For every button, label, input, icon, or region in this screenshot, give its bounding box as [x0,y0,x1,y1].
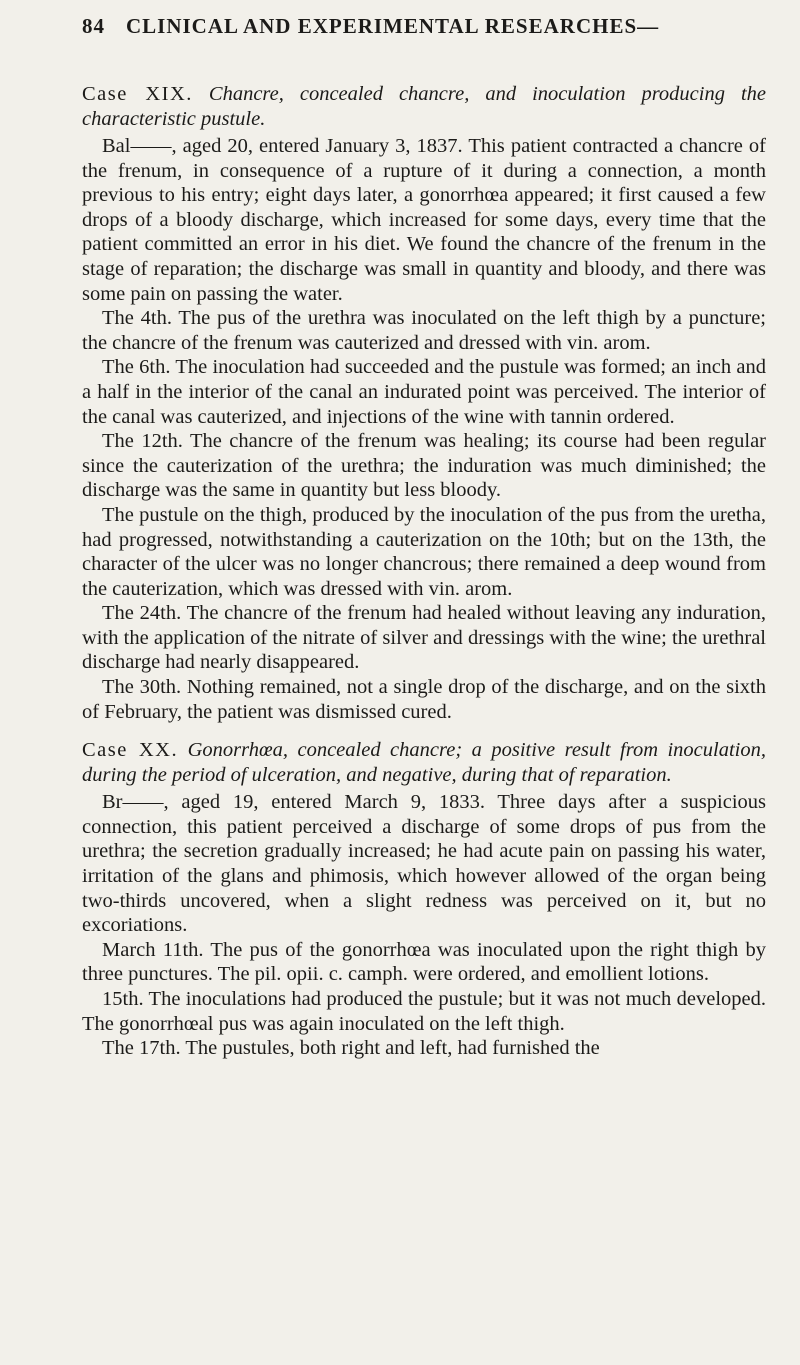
case-paragraph: The 6th. The inoculation had succeeded and the pustule was formed; an inch and a half in the interior of the canal an indurated point was perceived. The interior of the canal was cauterized, and injections of the wine with tannin ordered. [82,356,766,428]
case-title: Chancre, concealed chancre, and inoculation producing the characteristic pustule. [82,83,766,130]
case-label: Case XX. [82,739,179,762]
case-paragraph: The pustule on the thigh, produced by the inoculation of the pus from the uretha, had progressed, notwithstanding a cauterization on the 10th; but on the 13th, the character of the ulcer was no longer chancrous; there remained a deep wound from the cauterization, which was dressed with vin. arom. [82,503,766,600]
case-paragraph: The 12th. The chancre of the frenum was healing; its course had been regular since the cauterization of the urethra; the induration was much diminished; the discharge was the same in quantity but less bloody. [82,430,766,502]
case-paragraph: The 4th. The pus of the urethra was inoculated on the left thigh by a puncture; the chancre of the frenum was cauterized and dressed with vin. arom. [82,307,766,354]
case-paragraph: March 11th. The pus of the gonorrhœa was inoculated upon the right thigh by three punctures. The pil. opii. c. camph. were ordered, and emollient lotions. [82,938,766,986]
running-head [82,14,766,70]
case-paragraph: The 24th. The chancre of the frenum had healed without leaving any induration, with the application of the nitrate of silver and dressings with the wine; the urethral discharge had nearly disappeared. [82,602,766,674]
case-heading [82,738,766,788]
case-label: Case XIX. [82,83,193,105]
running-title: CLINICAL AND EXPERIMENTAL RESEARCHES— [126,14,660,38]
case-paragraph: The 30th. Nothing remained, not a single drop of the discharge, and on the sixth of February, the patient was dismissed cured. [82,676,766,723]
page-number: 84 [82,14,105,38]
case-paragraph: Br——, aged 19, entered March 9, 1833. Three days after a suspicious connection, this patient perceived a discharge of some drops of pus from the urethra; the secretion gradually increased; he had acute pain on passing his water, irritation of the glans and phimosis, which however allowed of the organ being two-thirds uncovered, when a slight redness was perceived on it, but no excoriations. [82,791,766,937]
case-paragraph: 15th. The inoculations had produced the pustule; but it was not much developed. The gonorrhœal pus was again inoculated on the left thigh. [82,988,766,1035]
case-heading [82,82,766,132]
case-paragraph: The 17th. The pustules, both right and left, had furnished the [102,1037,600,1060]
case-title: Gonorrhœa, concealed chancre; a positive result from inoculation, during the period of ulceration, and negative, during that of reparation. [82,739,766,787]
case-paragraph: Bal——, aged 20, entered January 3, 1837. This patient contracted a chancre of the frenum, in consequence of a rupture of it during a connection, a month previous to his entry; eight days later, a gonorrhœa appeared; it first caused a few drops of a bloody discharge, which increased for some days, every time that the patient committed an error in his diet. We found the chancre of the frenum in the stage of reparation; the discharge was small in quantity and bloody, and there was some pain on passing the water. [82,135,766,305]
case-20 [82,738,766,1061]
case-19 [82,82,766,724]
